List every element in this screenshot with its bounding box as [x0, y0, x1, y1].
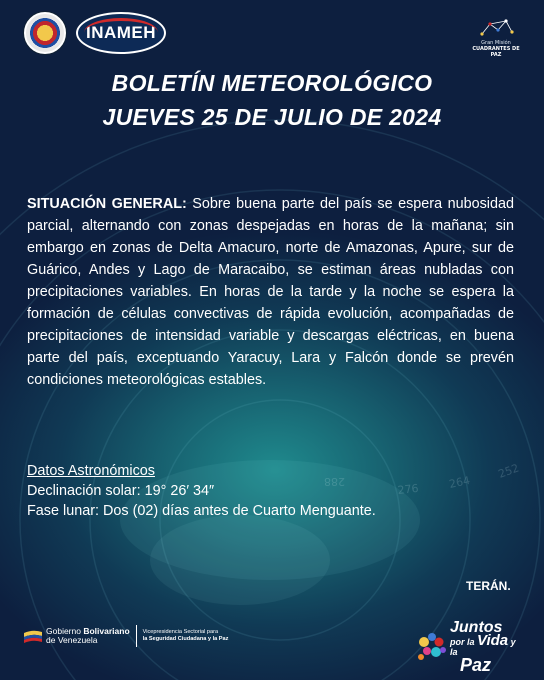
colored-dots-icon — [414, 628, 450, 664]
juntos-text — [450, 620, 518, 673]
network-nodes-icon — [476, 18, 516, 36]
vicepresidencia-text — [143, 629, 229, 643]
juntos-por-la-vida-logo — [414, 619, 518, 675]
venezuela-flag-icon — [24, 629, 42, 643]
juntos-y-la: y la — [450, 637, 516, 657]
juntos-line3: Paz — [460, 655, 492, 675]
gov-line1-b: Bolivariano — [83, 626, 130, 636]
mision-line1: Gran Misión — [481, 40, 511, 46]
fase-lunar: Fase lunar: Dos (02) días antes de Cuarto Menguante. — [27, 503, 376, 519]
inameh-logo — [76, 12, 166, 54]
bulletin-date: JUEVES 25 DE JULIO DE 2024 — [102, 104, 442, 130]
juntos-line2 — [450, 632, 518, 657]
situacion-label: SITUACIÓN GENERAL: — [27, 196, 187, 212]
gov-text — [46, 627, 130, 645]
bg-tick-3: 276 — [396, 481, 420, 497]
bulletin-title: BOLETÍN METEOROLÓGICO — [111, 70, 433, 96]
bg-tick-4: 288 — [324, 475, 345, 488]
gov-line1-a: Gobierno — [46, 626, 84, 636]
juntos-vida: Vida — [477, 632, 509, 649]
vice-line1: Vicepresidencia Sectorial para — [142, 629, 219, 635]
datos-astronomicos — [27, 461, 376, 521]
venezuela-seal-icon — [24, 12, 66, 54]
declinacion-solar: Declinación solar: 19° 26′ 34″ — [27, 483, 215, 499]
bg-tick-1: 252 — [496, 461, 521, 481]
gov-line2: de Venezuela — [46, 635, 98, 645]
footer-divider — [136, 625, 137, 647]
inameh-logo-text: INAMEH — [85, 23, 157, 42]
mision-line2: CUADRANTES DE PAZ — [472, 46, 520, 58]
bg-tick-2: 264 — [447, 473, 472, 491]
juntos-por-la: por la — [450, 637, 478, 647]
astro-title: Datos Astronómicos — [27, 463, 155, 479]
signature: TERÁN. — [466, 579, 511, 593]
vice-line2: la Seguridad Ciudadana y la Paz — [142, 636, 229, 642]
situacion-text: Sobre buena parte del país se espera nubosidad parcial, alternando con zonas despejadas en horas de la mañana; sin embargo en zonas de Delta Amacuro, norte de Amazonas, Apure, sur de Guárico, Andes y Lago de Maracaibo, se estiman áreas nubladas con precipitaciones variables. En horas de la tarde y la noche se espera la formación de células convectivas de rápida evolución, acompañadas de precipitaciones de intensidad variable y descargas eléctricas, en buena parte del país, exceptuando Yaracuy, Lara y Falcón donde se prevén condiciones meteorológicas estables. — [27, 196, 514, 388]
header-logos — [24, 12, 166, 54]
situacion-general-paragraph — [27, 193, 514, 391]
mision-cuadrantes-logo — [468, 18, 524, 58]
gobierno-bolivariano-logo — [24, 625, 228, 647]
juntos-line1: Juntos — [450, 619, 503, 636]
